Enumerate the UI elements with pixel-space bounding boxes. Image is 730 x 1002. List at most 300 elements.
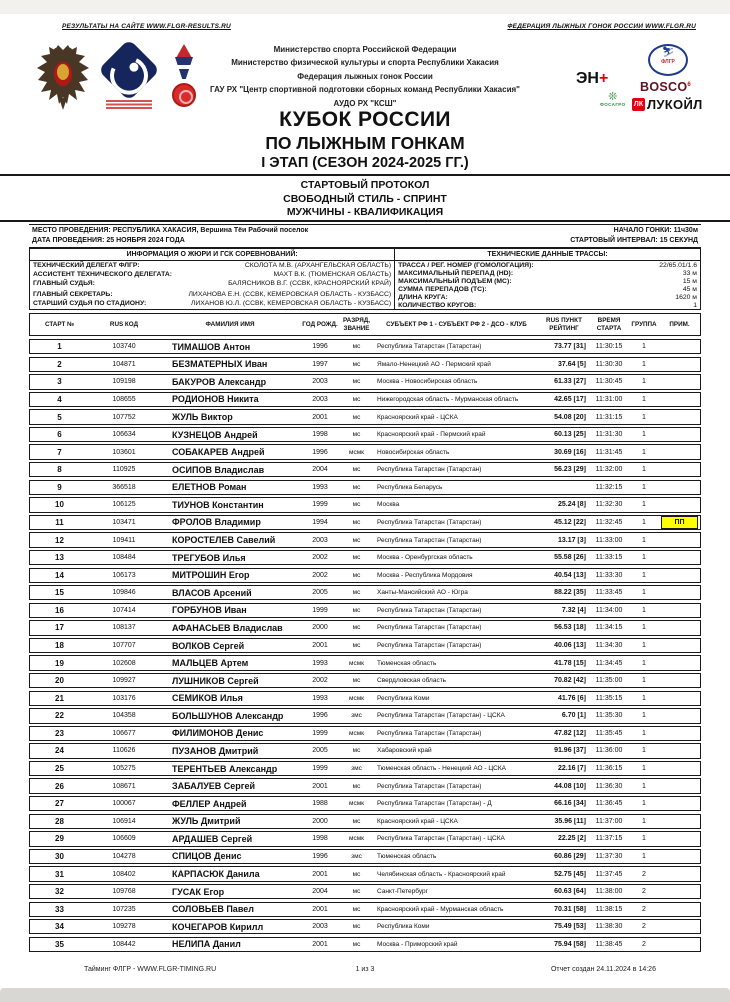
cell-rus-points: 40.54 [13] [554,571,586,579]
cell-start-time: 11:33:00 [595,536,623,544]
cell-rank: мс [352,483,361,491]
cell-rus-code: 104871 [112,360,136,368]
cell-birth-year: 2005 [312,747,328,755]
table-row [29,339,701,354]
cell-note [659,920,700,933]
cell-rus-points: 40.06 [13] [554,642,586,650]
cell-group: 1 [642,747,646,755]
cell-rus-points: 70.31 [58] [554,905,586,913]
cell-start-time: 11:37:00 [595,817,623,825]
cell-rus-points: 55.58 [26] [554,554,586,562]
cell-start-number: 8 [57,465,62,475]
race-start-text: НАЧАЛО ГОНКИ: 11ч30м [613,227,698,234]
cell-region-club: Республика Татарстан (Татарстан) [377,343,482,351]
cell-rank: мс [352,518,361,526]
sponsor-logos [576,40,701,114]
cell-start-time: 11:38:30 [595,923,623,931]
cell-athlete-name: СЕМИКОВ Илья [172,693,243,704]
cell-rus-code: 103740 [112,343,136,351]
cell-start-time: 11:33:15 [595,554,623,562]
cell-birth-year: 2003 [312,536,328,544]
cell-group: 1 [642,483,646,491]
cell-birth-year: 2002 [312,554,328,562]
cell-region-club: Санкт-Петербург [377,888,428,896]
cell-start-number: 16 [55,605,64,615]
official-value: 33 м [682,270,697,277]
cell-region-club: Москва - Новосибирская область [377,378,478,386]
table-row [29,374,701,389]
cell-rus-code: 103176 [112,694,136,702]
cell-rus-code: 108484 [112,554,136,562]
cell-start-number: 25 [55,764,64,774]
cell-region-club: Тюменская область [377,659,437,667]
table-row [29,726,701,741]
official-label: ТЕХНИЧЕСКИЙ ДЕЛЕГАТ ФЛГР: [33,262,140,269]
page-title-line3: I ЭТАП (СЕЗОН 2024-2025 ГГ.) [261,155,469,171]
cell-athlete-name: ЕЛЕТНОВ Роман [172,482,247,493]
org-line: АУДО РХ "КСШ" [333,98,397,108]
cell-start-number: 22 [55,711,64,721]
official-value: СКОЛОТА М.В. (АРХАНГЕЛЬСКАЯ ОБЛАСТЬ) [244,262,392,269]
cell-athlete-name: ФЕЛЛЕР Андрей [172,798,247,809]
cell-rus-code: 108402 [112,870,136,878]
page-title: КУБОК РОССИИ [279,108,451,131]
cell-start-time: 11:31:45 [595,448,623,456]
cell-note [659,727,700,740]
cell-rus-points: 60.86 [29] [554,852,586,860]
jury-rows [30,261,394,309]
cell-region-club: Красноярский край - Пермский край [377,431,486,439]
cell-athlete-name: ВЛАСОВ Арсений [172,587,252,598]
cell-start-number: 10 [55,500,64,510]
official-value: 45 м [682,286,697,293]
cell-birth-year: 2001 [312,782,328,790]
cell-start-number: 2 [57,359,62,369]
cell-start-number: 31 [55,869,64,879]
cell-start-time: 11:31:00 [595,395,623,403]
start-list-table [29,313,701,954]
cell-start-time: 11:34:45 [595,659,623,667]
cell-note [659,604,700,617]
cell-note [659,410,700,423]
cell-note [659,656,700,669]
lukoil-logo: ЛК ЛУКОЙЛ [633,97,703,112]
table-row [29,392,701,407]
table-row [29,796,701,811]
cell-athlete-name: ТИМАШОВ Антон [172,341,251,352]
cell-region-club: Тюменская область [377,852,437,860]
cell-region-club: Москва [377,501,400,509]
cell-start-number: 27 [55,799,64,809]
cell-group: 2 [642,905,646,913]
official-row [33,271,391,279]
cell-group: 1 [642,431,646,439]
org-line: ГАУ РХ "Центр спортивной подготовки сборных команд Республики Хакасия" [210,85,520,95]
cell-birth-year: 2003 [312,923,328,931]
table-row [29,849,701,864]
table-row [29,497,701,512]
cell-rank: мс [352,431,361,439]
cell-birth-year: 2003 [312,395,328,403]
date-text: ДАТА ПРОВЕДЕНИЯ: 25 НОЯБРЯ 2024 ГОДА [32,237,185,244]
cell-start-time: 11:30:45 [595,378,623,386]
table-row [29,550,701,565]
cell-rus-code: 109927 [112,677,136,685]
cell-rank: мс [352,501,361,509]
cell-group: 1 [642,606,646,614]
jury-course-box [29,248,701,310]
table-row [29,603,701,618]
cell-start-time: 11:35:45 [595,729,623,737]
cell-start-number: 11 [55,517,64,527]
table-row [29,743,701,758]
cell-start-time: 11:32:30 [595,501,623,509]
official-row [398,278,697,286]
cell-rank: мс [352,360,361,368]
cell-region-club: Красноярский край - ЦСКА [377,413,458,421]
cell-athlete-name: ТРЕГУБОВ Илья [172,552,246,563]
cell-note [659,762,700,775]
cell-rus-points: 47.82 [12] [554,729,586,737]
cell-start-number: 7 [57,447,62,457]
org-line: Министерство спорта Российской Федерации [273,45,457,54]
cell-group: 1 [642,729,646,737]
cell-group: 1 [642,589,646,597]
report-created: Отчет создан 24.11.2024 в 14:26 [550,966,656,973]
divider [0,174,730,176]
cell-note [659,569,700,582]
cell-rus-points: 30.69 [16] [554,448,586,456]
cell-region-club: Республика Коми [377,923,430,931]
cell-start-number: 21 [55,693,64,703]
cell-group: 1 [642,624,646,632]
flgr-torch-medal-logo [167,42,201,112]
cell-note [659,586,700,599]
cell-birth-year: 2000 [312,624,328,632]
cell-note [659,885,700,898]
cell-athlete-name: ТИУНОВ Константин [172,499,264,510]
table-row [29,638,701,653]
jury-column [30,249,395,309]
cell-athlete-name: ТЕРЕНТЬЕВ Александр [172,763,278,774]
cell-rus-code: 108137 [112,624,136,632]
federation-site-link[interactable]: ФЕДЕРАЦИЯ ЛЫЖНЫХ ГОНОК РОССИИ WWW.FLGR.RU [507,23,696,30]
cell-birth-year: 2002 [312,571,328,579]
official-value: 15 м [682,278,697,285]
cell-rus-points: 6.70 [1] [561,712,586,720]
cell-birth-year: 1996 [312,448,328,456]
cell-birth-year: 2003 [312,378,328,386]
cell-note [659,832,700,845]
cell-rus-points: 42.65 [17] [554,395,586,403]
cell-rank: мсмк [348,448,365,456]
cell-note [659,428,700,441]
table-row [29,919,701,934]
cell-rus-code: 104358 [112,712,136,720]
cell-start-time: 11:37:45 [595,870,623,878]
table-row [29,778,701,793]
venue-text: МЕСТО ПРОВЕДЕНИЯ: РЕСПУБЛИКА ХАКАСИЯ, Вершина Тёи Рабочий поселок [32,227,309,234]
cell-rus-code: 106677 [112,729,136,737]
official-label: СУММА ПЕРЕПАДОВ (TC): [398,286,487,293]
cell-rus-points: 56.23 [29] [554,466,586,474]
cell-athlete-name: ЛУШНИКОВ Сергей [172,675,259,686]
cell-rus-points: 37.64 [5] [557,360,586,368]
cell-athlete-name: МИТРОШИН Егор [172,570,250,581]
table-row [29,673,701,688]
cell-group: 1 [642,536,646,544]
cell-note [659,340,700,353]
cell-birth-year: 2001 [312,413,328,421]
left-logos [35,42,201,112]
cell-start-time: 11:34:15 [595,624,623,632]
cell-note [659,481,700,494]
cell-start-time: 11:36:00 [595,747,623,755]
cell-group: 2 [642,870,646,878]
cell-group: 1 [642,360,646,368]
col-header-name: ФАМИЛИЯ ИМЯ [205,320,255,328]
cell-athlete-name: ГОРБУНОВ Иван [172,605,247,616]
cell-rus-code: 109411 [112,536,136,544]
cell-rus-points: 75.94 [58] [554,940,586,948]
cell-rus-points: 56.53 [18] [554,624,586,632]
cell-rank: мс [352,747,361,755]
table-row [29,357,701,372]
cell-birth-year: 1993 [312,694,328,702]
cell-rus-points: 44.08 [10] [554,782,586,790]
cell-region-club: Республика Татарстан (Татарстан) [377,624,482,632]
cell-start-number: 14 [55,570,64,580]
lukoil-badge-icon: ЛК [632,98,645,111]
official-row [33,291,391,299]
cell-region-club: Республика Татарстан (Татарстан) [377,466,482,474]
official-label: АССИСТЕНТ ТЕХНИЧЕСКОГО ДЕЛЕГАТА: [33,271,172,279]
cell-note [659,692,700,705]
org-line: Федерация лыжных гонок России [297,71,433,81]
cell-athlete-name: ОСИПОВ Владислав [172,464,265,475]
cell-region-club: Республика Татарстан (Татарстан) [377,782,482,790]
cell-start-time: 11:37:15 [595,835,623,843]
cell-rus-points: 41.76 [6] [557,694,586,702]
cell-start-number: 12 [55,535,64,545]
cell-region-club: Республика Татарстан (Татарстан) [377,606,482,614]
cell-rus-points: 91.96 [37] [554,747,586,755]
cell-birth-year: 2005 [312,589,328,597]
table-row [29,532,701,547]
cell-rus-code: 109278 [112,923,136,931]
cell-athlete-name: АФАНАСЬЕВ Владислав [172,622,283,633]
cell-rank: мсмк [348,659,365,667]
cell-athlete-name: ВОЛКОВ Сергей [172,640,245,651]
cell-rus-points: 60.63 [64] [554,888,586,896]
cell-start-time: 11:31:15 [595,413,623,421]
fosagro-flower-icon: ❊ [608,91,618,103]
cell-rus-points: 88.22 [35] [554,589,586,597]
cell-athlete-name: СОЛОВЬЕВ Павел [172,904,254,915]
cell-athlete-name: ПУЗАНОВ Дмитрий [172,745,259,756]
official-label: МАКСИМАЛЬНЫЙ ПЕРЕПАД (HD): [398,270,514,277]
cell-region-club: Новосибирская область [377,448,450,456]
cell-region-club: Республика Татарстан (Татарстан) [377,536,482,544]
cell-athlete-name: РОДИОНОВ Никита [172,394,259,405]
official-row [398,262,697,270]
cell-note [659,375,700,388]
cell-rank: мс [352,888,361,896]
cell-rus-code: 109846 [112,589,136,597]
official-value: ЛИХАНОВ Ю.Л. (ССВК, КЕМЕРОВСКАЯ ОБЛАСТЬ - КУЗБАСС) [190,299,392,307]
cell-note [659,744,700,757]
protocol-subtitle: СТАРТОВЫЙ ПРОТОКОЛ [300,179,430,191]
course-rows [395,261,700,311]
cell-group: 1 [642,835,646,843]
cell-birth-year: 2004 [312,888,328,896]
cell-start-number: 20 [55,676,64,686]
col-header-group: ГРУППА [631,320,657,328]
cell-group: 1 [642,501,646,509]
cell-rus-code: 100067 [112,800,136,808]
cell-rank: мс [352,571,361,579]
cell-rus-code: 103601 [112,448,136,456]
cell-athlete-name: ФИЛИМОНОВ Денис [172,728,264,739]
official-row [33,280,391,288]
official-label: СТАРШИЙ СУДЬЯ ПО СТАДИОНУ: [33,299,147,307]
table-row [29,444,701,459]
cell-region-club: Москва - Оренбургская область [377,554,473,562]
cell-rus-points: 60.13 [25] [554,431,586,439]
cell-start-time: 11:30:15 [595,343,623,351]
cell-start-number: 26 [55,781,64,791]
cell-rank: мс [352,642,361,650]
cell-start-number: 6 [57,430,62,440]
official-label: КОЛИЧЕСТВО КРУГОВ: [398,302,477,309]
cell-rus-code: 108655 [112,395,136,403]
cell-rank: змс [351,852,362,860]
cell-rank: мс [352,677,361,685]
official-value: 1620 м [675,294,697,301]
cell-start-time: 11:31:30 [595,431,623,439]
results-site-link[interactable]: РЕЗУЛЬТАТЫ НА САЙТЕ WWW.FLGR-RESULTS.RU [62,23,231,30]
table-header-row [29,313,701,336]
table-row [29,585,701,600]
course-column [395,249,700,309]
cell-rus-points: 45.12 [22] [554,518,586,526]
table-row [29,462,701,477]
cell-group: 1 [642,571,646,579]
cell-rank: мс [352,940,361,948]
cell-start-number: 35 [55,939,64,949]
cell-rus-points: 13.17 [3] [557,536,586,544]
official-value: МАХТ В.К. (ТЮМЕНСКАЯ ОБЛАСТЬ) [273,271,392,279]
cell-start-time: 11:33:45 [595,589,623,597]
cell-note [659,674,700,687]
cell-region-club: Хабаровский край [377,747,432,755]
cell-start-number: 4 [57,394,62,404]
cell-rank: мс [352,817,361,825]
cell-rank: мс [352,466,361,474]
cell-rus-code: 106173 [112,571,136,579]
table-row [29,655,701,670]
cell-region-club: Республика Татарстан (Татарстан) [377,518,482,526]
cell-region-club: Республика Татарстан (Татарстан) [377,729,482,737]
cell-birth-year: 1997 [312,360,328,368]
cell-rank: мс [352,923,361,931]
cell-athlete-name: КОЧЕГАРОВ Кирилл [172,921,264,932]
cell-start-number: 33 [55,904,64,914]
cell-note [659,498,700,511]
official-label: ДЛИНА КРУГА: [398,294,448,301]
document-header [29,40,701,114]
cell-birth-year: 1988 [312,800,328,808]
cell-group: 1 [642,448,646,456]
cell-athlete-name: СОБАКАРЕВ Андрей [172,447,265,458]
cell-birth-year: 2001 [312,940,328,948]
cell-group: 1 [642,817,646,825]
cell-start-time: 11:38:45 [595,940,623,948]
cell-rus-points: 70.82 [42] [554,677,586,685]
cell-rus-code: 110925 [112,466,136,474]
interval-text: СТАРТОВЫЙ ИНТЕРВАЛ: 15 СЕКУНД [570,237,698,244]
table-row [29,515,701,530]
cell-group: 1 [642,659,646,667]
cell-start-number: 9 [57,482,62,492]
cell-note [659,463,700,476]
table-row [29,691,701,706]
cell-start-number: 28 [55,816,64,826]
col-header-region: СУБЪЕКТ РФ 1 - СУБЪЕКТ РФ 2 - ДСО - КЛУБ [386,320,527,328]
cell-birth-year: 1996 [312,712,328,720]
cell-note [659,867,700,880]
table-row [29,761,701,776]
cell-region-club: Свердловская область [377,677,447,685]
cell-note: ПП [661,516,698,529]
cell-group: 1 [642,518,646,526]
cell-rus-code: 107414 [112,606,136,614]
cell-birth-year: 2004 [312,466,328,474]
style-subtitle: СВОБОДНЫЙ СТИЛЬ - СПРИНТ [283,193,447,205]
cell-rank: мс [352,624,361,632]
cell-start-time: 11:32:15 [595,483,623,491]
cell-rank: мсмк [348,800,365,808]
cell-region-club: Ямало-Ненецкий АО - Пермский край [377,360,491,368]
cell-birth-year: 1999 [312,501,328,509]
course-title: ТЕХНИЧЕСКИЕ ДАННЫЕ ТРАССЫ: [395,249,700,261]
cell-region-club: Красноярский край - Мурманская область [377,905,504,913]
cell-athlete-name: КАРПАСЮК Данила [172,869,260,880]
cell-start-time: 11:32:45 [595,518,623,526]
cell-region-club: Тюменская область - Ненецкий АО - ЦСКА [377,765,506,773]
page-number: 1 из 3 [355,966,375,973]
cell-rus-points: 25.24 [8] [557,501,586,509]
cell-group: 1 [642,765,646,773]
cell-birth-year: 1999 [312,765,328,773]
cell-start-number: 34 [55,922,64,932]
khakasia-ministry-logo [100,42,158,112]
cell-note [659,621,700,634]
cell-rus-code: 110626 [112,747,136,755]
cell-note [659,815,700,828]
cell-group: 1 [642,782,646,790]
cell-start-number: 5 [57,412,62,422]
cell-rus-points: 22.25 [2] [557,835,586,843]
cell-birth-year: 1998 [312,431,328,439]
cell-group: 1 [642,395,646,403]
official-row [33,300,391,308]
official-label: ТРАССА / РЕГ. НОМЕР (ГОМОЛОГАЦИЯ): [398,262,534,269]
cell-rus-code: 104278 [112,852,136,860]
cell-note [659,445,700,458]
cell-rus-code: 105275 [112,765,136,773]
official-value: ЛИХАНОВА Е.Н. (ССВК, КЕМЕРОВСКАЯ ОБЛАСТЬ - КУЗБАСС) [188,290,392,298]
